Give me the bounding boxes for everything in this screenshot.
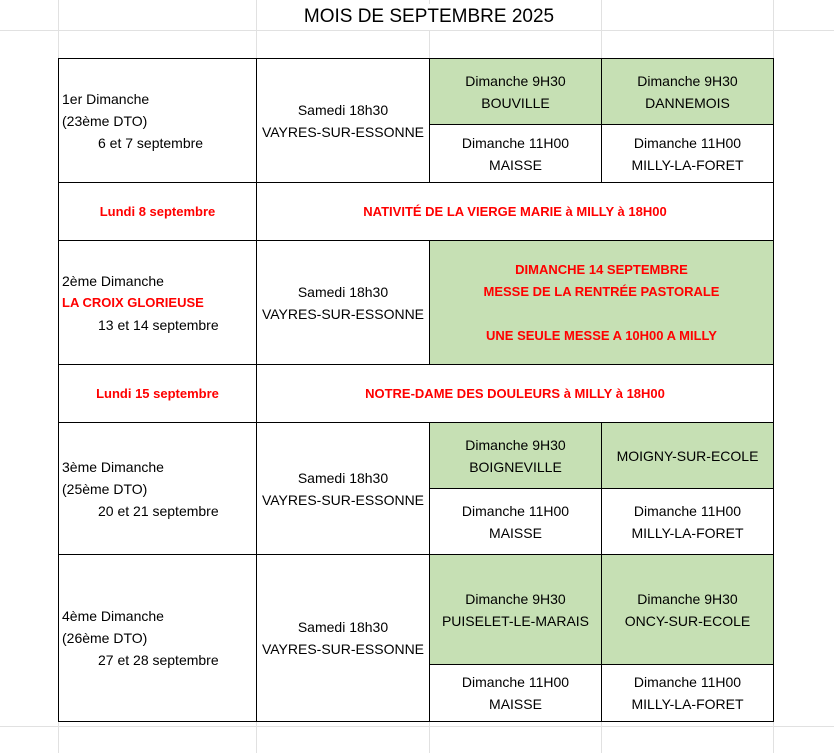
mass-time: Dimanche 11H00	[461, 502, 570, 519]
special-note: UNE SEULE MESSE A 10H00 A MILLY	[486, 327, 717, 343]
mass-time: Samedi 18h30	[297, 101, 389, 118]
week-subtitle: (25ème DTO)	[62, 480, 148, 497]
mass-place: ONCY-SUR-ECOLE	[624, 612, 751, 629]
gridline	[0, 726, 834, 727]
mass-time: Dimanche 9H30	[637, 72, 738, 89]
week-dates: 20 et 21 septembre	[98, 502, 219, 519]
mass-place: MILLY-LA-FORET	[631, 524, 744, 541]
mass-time: Dimanche 11H00	[633, 674, 742, 690]
sunday-mass-cell	[601, 124, 774, 183]
saturday-mass-cell	[256, 554, 430, 722]
special-mass-cell	[429, 240, 774, 365]
mass-place: VAYRES-SUR-ESSONNE	[261, 641, 425, 657]
mass-place: VAYRES-SUR-ESSONNE	[261, 491, 425, 508]
week-label-cell	[58, 554, 257, 722]
week-name: 2ème Dimanche	[62, 272, 164, 289]
feast-event-cell: NATIVITÉ DE LA VIERGE MARIE à MILLY à 18H00	[256, 182, 774, 241]
mass-time: Dimanche 11H00	[461, 134, 570, 151]
mass-time: Dimanche 11H00	[461, 674, 570, 690]
mass-place: BOIGNEVILLE	[469, 458, 562, 475]
week-dates: 6 et 7 septembre	[98, 134, 204, 151]
mass-time: Dimanche 9H30	[465, 72, 566, 89]
mass-time: Dimanche 9H30	[465, 590, 566, 607]
saturday-mass-cell	[256, 240, 430, 365]
saturday-mass-cell	[256, 422, 430, 555]
week-subtitle: LA CROIX GLORIEUSE	[62, 294, 204, 310]
special-title: DIMANCHE 14 SEPTEMBRE	[515, 261, 688, 277]
week-subtitle: (26ème DTO)	[62, 630, 148, 646]
mass-place: VAYRES-SUR-ESSONNE	[261, 123, 425, 140]
sunday-mass-cell	[429, 422, 602, 489]
week-dates: 13 et 14 septembre	[98, 316, 219, 333]
sunday-mass-cell	[429, 554, 602, 665]
week-name: 1er Dimanche	[62, 90, 150, 107]
mass-place: BOUVILLE	[481, 94, 550, 111]
feast-day-cell: Lundi 8 septembre	[58, 182, 257, 241]
sunday-mass-cell	[601, 554, 774, 665]
mass-place: MAISSE	[489, 156, 542, 173]
week-label-cell	[58, 240, 257, 365]
mass-time: Samedi 18h30	[297, 283, 389, 300]
mass-place: VAYRES-SUR-ESSONNE	[261, 305, 425, 322]
mass-place: DANNEMOIS	[645, 94, 730, 111]
week-name: 3ème Dimanche	[62, 458, 164, 475]
mass-place: PUISELET-LE-MARAIS	[441, 612, 590, 629]
mass-place: MAISSE	[489, 696, 542, 712]
mass-time: Dimanche 11H00	[633, 502, 742, 519]
week-label-cell	[58, 422, 257, 555]
sunday-mass-cell	[429, 488, 602, 555]
mass-time: Samedi 18h30	[297, 619, 389, 635]
sunday-mass-cell	[601, 488, 774, 555]
mass-place: MAISSE	[489, 524, 542, 541]
mass-time: Dimanche 11H00	[633, 134, 742, 151]
sunday-mass-cell	[601, 664, 774, 722]
week-name: 4ème Dimanche	[62, 608, 164, 624]
week-label-cell	[58, 58, 257, 183]
week-dates: 27 et 28 septembre	[98, 652, 219, 668]
week-subtitle: (23ème DTO)	[62, 112, 148, 129]
special-subtitle: MESSE DE LA RENTRÉE PASTORALE	[483, 283, 720, 299]
sunday-mass-cell	[429, 664, 602, 722]
mass-time: Dimanche 9H30	[637, 590, 738, 607]
feast-event-cell: NOTRE-DAME DES DOULEURS à MILLY à 18H00	[256, 364, 774, 423]
mass-place: MOIGNY-SUR-ECOLE	[616, 447, 759, 464]
mass-place: MILLY-LA-FORET	[631, 696, 744, 712]
page-title: MOIS DE SEPTEMBRE 2025	[257, 4, 601, 30]
mass-time: Dimanche 9H30	[465, 436, 566, 453]
sunday-mass-cell	[429, 124, 602, 183]
gridline	[0, 30, 834, 31]
sunday-mass-cell	[601, 58, 774, 125]
feast-day-cell: Lundi 15 septembre	[58, 364, 257, 423]
sunday-mass-cell	[429, 58, 602, 125]
mass-place: MILLY-LA-FORET	[631, 156, 744, 173]
saturday-mass-cell	[256, 58, 430, 183]
sunday-mass-cell	[601, 422, 774, 489]
mass-time: Samedi 18h30	[297, 469, 389, 486]
